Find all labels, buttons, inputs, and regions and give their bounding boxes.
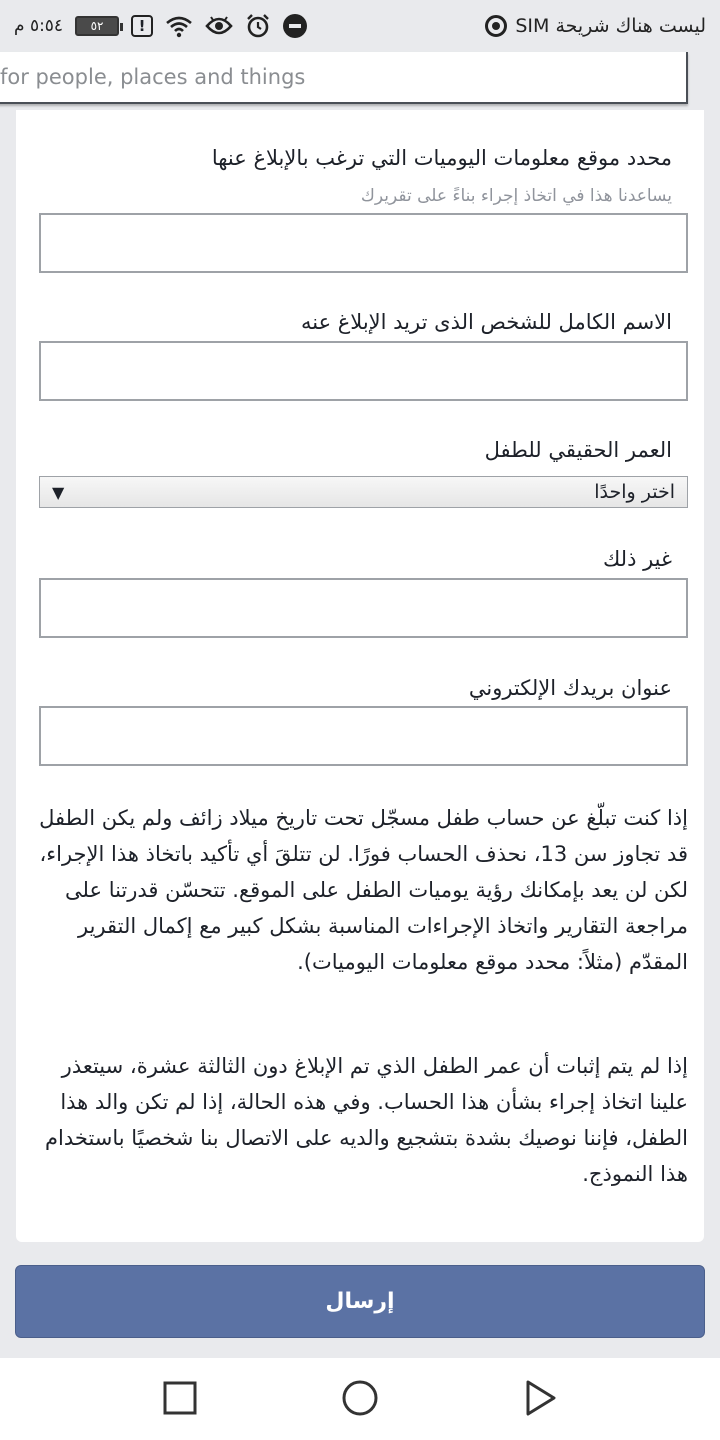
diary-locator-field[interactable]	[39, 213, 688, 273]
diary-locator-label: محدد موقع معلومات اليوميات التي ترغب بالإبلاغ عنها	[211, 146, 672, 170]
full-name-input[interactable]	[41, 343, 686, 399]
dnd-icon	[283, 14, 307, 38]
wifi-icon	[165, 14, 193, 38]
other-field[interactable]	[39, 578, 688, 638]
home-circle-icon[interactable]	[340, 1378, 380, 1418]
status-right	[485, 0, 706, 52]
clock: ٥:٥٤ م	[14, 16, 64, 36]
search-input[interactable]	[0, 52, 686, 102]
submit-button[interactable]: إرسال	[15, 1265, 705, 1338]
dropdown-arrow-icon: ▼	[52, 482, 65, 502]
eye-icon	[205, 14, 233, 38]
alarm-icon	[245, 13, 271, 39]
other-label: غير ذلك	[602, 547, 672, 571]
status-left	[14, 0, 307, 52]
carrier-text: ليست هناك شريحة SIM	[515, 15, 706, 37]
full-name-label: الاسم الكامل للشخص الذى تريد الإبلاغ عنه	[300, 310, 672, 334]
alert-icon: !	[131, 15, 153, 37]
child-age-select[interactable]	[39, 476, 688, 508]
info-paragraph-1: إذا كنت تبلّغ عن حساب طفل مسجّل تحت تاريخ ميلاد زائف ولم يكن الطفل قد تجاوز سن 13، نحذف الحساب فورًا. لن تتلقَ أي تأكيد باتخاذ هذا الإجراء، لكن لن يعد بإمكانك رؤية يوميات الطفل على الموقع. تتحسّن قدرتنا على مراجعة التقارير واتخاذ الإجراءات المناسبة بشكل كبير مع إكمال التقرير المقدّم (مثلاً: محدد موقع معلومات اليوميات).	[39, 806, 688, 974]
other-input[interactable]	[41, 580, 686, 636]
back-triangle-icon[interactable]	[520, 1378, 560, 1418]
info-paragraph-2: إذا لم يتم إثبات أن عمر الطفل الذي تم الإبلاغ دون الثالثة عشرة، سيتعذر علينا اتخاذ إجراء بشأن هذا الحساب. وفي هذه الحالة، إذا لم تكن والد هذا الطفل، فإننا نوصيك بشدة بتشجيع والديه على الاتصال بنا شخصيًا باستخدام هذا النموذج.	[45, 1054, 688, 1186]
recents-square-icon[interactable]	[160, 1378, 200, 1418]
search-bar	[0, 52, 688, 104]
diary-locator-hint: يساعدنا هذا في اتخاذ إجراء بناءً على تقريرك	[360, 186, 672, 206]
battery-icon: ٥٢	[75, 16, 119, 36]
child-age-label: العمر الحقيقي للطفل	[484, 438, 672, 462]
email-label: عنوان بريدك الإلكتروني	[468, 676, 672, 700]
status-bar	[0, 0, 720, 52]
child-age-selected: اختر واحدًا	[594, 481, 675, 503]
carrier-icon	[485, 15, 507, 37]
full-name-field[interactable]	[39, 341, 688, 401]
diary-locator-input[interactable]	[41, 215, 686, 271]
report-form-card	[16, 110, 704, 1242]
navigation-bar	[0, 1358, 720, 1440]
email-input[interactable]	[41, 708, 686, 764]
email-field[interactable]	[39, 706, 688, 766]
